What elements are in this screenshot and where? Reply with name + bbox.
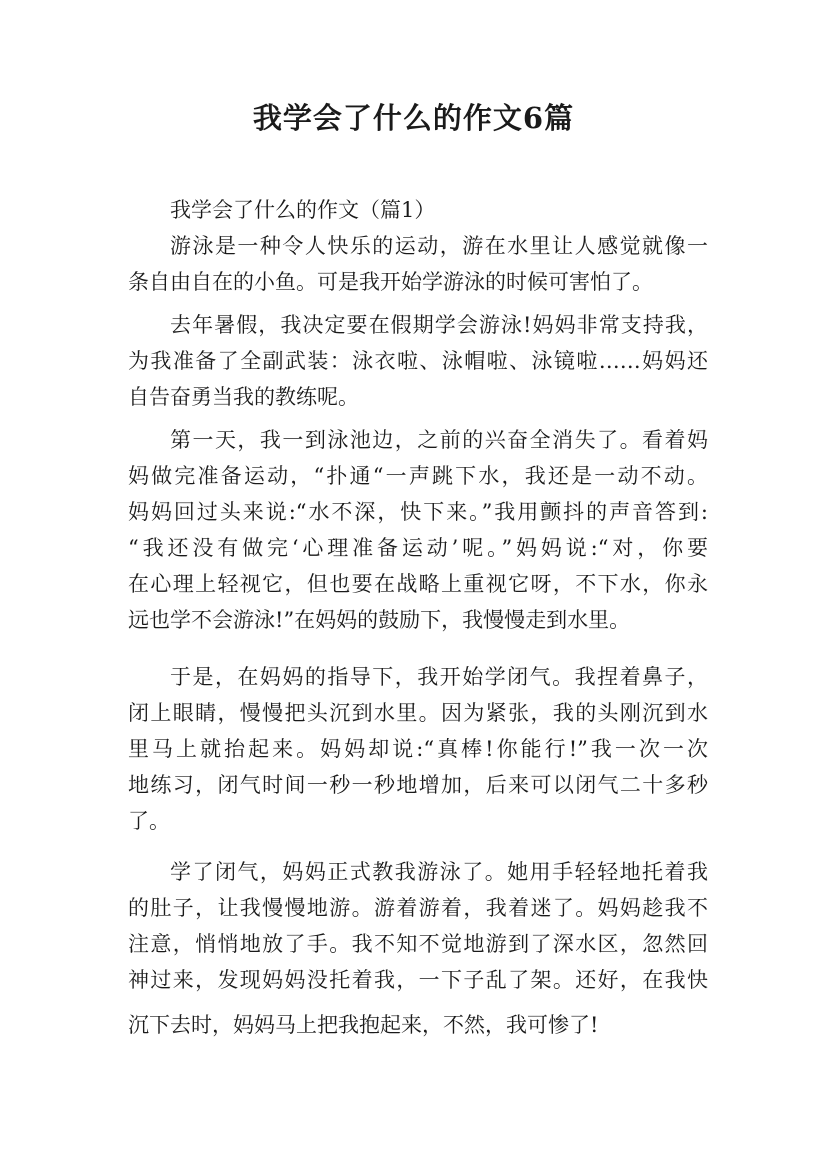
paragraph-line: 在心理上轻视它，但也要在战略上重视它呀，不下水，你永 xyxy=(128,572,708,596)
paragraph-line: 妈妈回过头来说:“水不深，快下来。”我用颤抖的声音答到: xyxy=(128,500,708,524)
paragraph-line: 去年暑假，我决定要在假期学会游泳!妈妈非常支持我， xyxy=(170,313,708,337)
paragraph-line: 了。 xyxy=(128,809,170,833)
paragraph-line: 为我准备了全副武装：泳衣啦、泳帽啦、泳镜啦……妈妈还 xyxy=(128,349,708,373)
paragraph-line: 的肚子，让我慢慢地游。游着游着，我着迷了。妈妈趁我不 xyxy=(128,896,708,920)
paragraph-line: 游泳是一种令人快乐的运动，游在水里让人感觉就像一 xyxy=(170,234,708,258)
paragraph-line: 远也学不会游泳!”在妈妈的鼓励下，我慢慢走到水里。 xyxy=(128,608,631,632)
paragraph-line: 沉下去时，妈妈马上把我抱起来，不然，我可惨了! xyxy=(128,1013,599,1037)
paragraph-line: 里马上就抬起来。妈妈却说:“真棒!你能行!”我一次一次 xyxy=(128,737,708,761)
paragraph-line: 注意，悄悄地放了手。我不知不觉地游到了深水区，忽然回 xyxy=(128,932,708,956)
document-title: 我学会了什么的作文6篇 xyxy=(252,101,575,135)
paragraph-line: 神过来，发现妈妈没托着我，一下子乱了架。还好，在我快 xyxy=(128,968,708,992)
paragraph-line: 闭上眼睛，慢慢把头沉到水里。因为紧张，我的头刚沉到水 xyxy=(128,701,708,725)
section-heading: 我学会了什么的作文（篇1） xyxy=(170,198,436,222)
paragraph-line: 第一天，我一到泳池边，之前的兴奋全消失了。看着妈 xyxy=(170,428,708,452)
paragraph-line: 条自由自在的小鱼。可是我开始学游泳的时候可害怕了。 xyxy=(128,270,653,294)
paragraph-line: 地练习，闭气时间一秒一秒地增加，后来可以闭气二十多秒 xyxy=(128,773,708,797)
paragraph-line: 学了闭气，妈妈正式教我游泳了。她用手轻轻地托着我 xyxy=(170,860,708,884)
paragraph-line: 自告奋勇当我的教练呢。 xyxy=(128,385,359,409)
paragraph-line: 妈做完准备运动，“扑通“一声跳下水，我还是一动不动。 xyxy=(128,464,708,488)
paragraph-line: “我还没有做完‘心理准备运动’呢。”妈妈说:“对，你要 xyxy=(128,536,708,560)
paragraph-line: 于是，在妈妈的指导下，我开始学闭气。我捏着鼻子， xyxy=(170,665,708,689)
